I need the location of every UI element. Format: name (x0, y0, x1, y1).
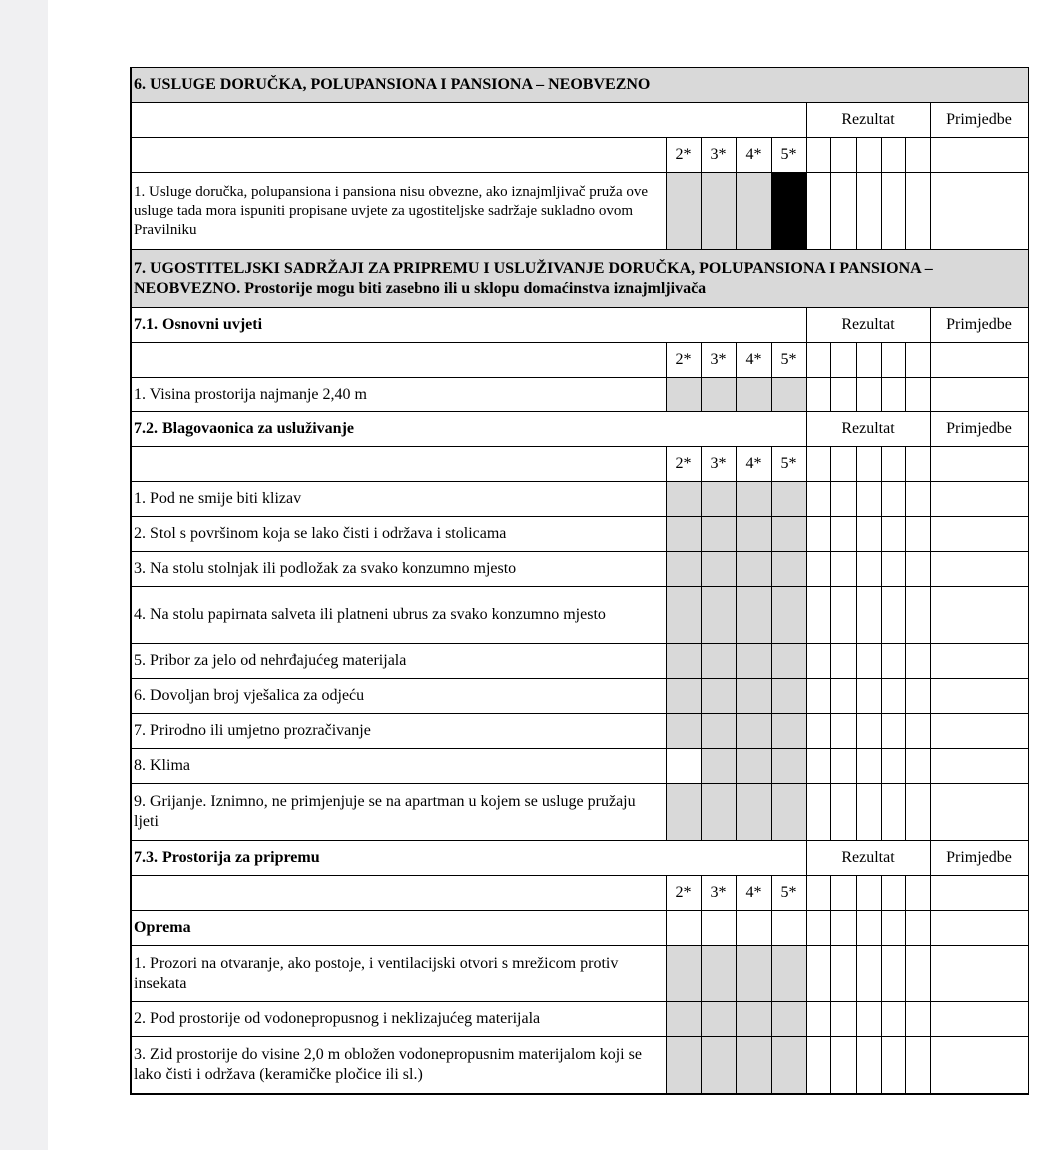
primjedbe-cell[interactable] (930, 378, 1028, 412)
rezultat-cell[interactable] (856, 552, 881, 587)
rezultat-cell[interactable] (856, 587, 881, 644)
subsection-7-1-title: 7.1. Osnovni uvjeti (131, 308, 806, 343)
subsection-7-3-title: 7.3. Prostorija za pripremu (131, 841, 806, 876)
rezultat-cell[interactable] (856, 644, 881, 679)
rezultat-cell[interactable] (806, 138, 830, 173)
subsection-7-3-row (131, 841, 1028, 876)
classification-form-table (130, 67, 1029, 1095)
subsection-7-2-row (131, 412, 1028, 447)
rezultat-cell[interactable] (806, 749, 830, 784)
rezultat-cell[interactable] (830, 946, 856, 1002)
rezultat-cell[interactable] (806, 482, 830, 517)
rezultat-cell[interactable] (856, 1037, 881, 1094)
rezultat-cell[interactable] (830, 343, 856, 378)
rezultat-cell[interactable] (830, 1037, 856, 1094)
table-row (131, 784, 1028, 841)
rezultat-cell[interactable] (856, 876, 881, 911)
primjedbe-cell[interactable] (930, 749, 1028, 784)
rezultat-cell[interactable] (806, 587, 830, 644)
primjedbe-cell[interactable] (930, 911, 1028, 946)
star-5-header: 5* (771, 876, 806, 911)
subsection-7-2-title: 7.2. Blagovaonica za usluživanje (131, 412, 806, 447)
rezultat-cell[interactable] (806, 447, 830, 482)
rezultat-cell[interactable] (905, 482, 930, 517)
star-5-header: 5* (771, 343, 806, 378)
primjedbe-cell[interactable] (930, 138, 1028, 173)
rezultat-cell[interactable] (881, 517, 905, 552)
rezultat-cell[interactable] (881, 911, 905, 946)
star-4-header: 4* (736, 138, 771, 173)
table-row (131, 1002, 1028, 1037)
table-row (131, 482, 1028, 517)
criterion-text: 1. Prozori na otvaranje, ako postoje, i ventilacijski otvori s mrežicom protiv insekata (131, 946, 666, 1002)
rezultat-cell[interactable] (905, 343, 930, 378)
star-2-header: 2* (666, 876, 701, 911)
rezultat-cell[interactable] (881, 876, 905, 911)
rezultat-cell[interactable] (905, 1002, 930, 1037)
rezultat-cell[interactable] (905, 447, 930, 482)
left-margin-bar (0, 0, 48, 1150)
rezultat-cell[interactable] (806, 784, 830, 841)
rezultat-cell[interactable] (856, 517, 881, 552)
criterion-text: 3. Zid prostorije do visine 2,0 m obložen vodonepropusnim materijalom koji se lako čisti i održava (keramičke pločice ili sl.) (131, 1037, 666, 1094)
rezultat-cell[interactable] (856, 343, 881, 378)
rezultat-cell[interactable] (806, 1037, 830, 1094)
rezultat-cell[interactable] (806, 517, 830, 552)
rezultat-cell[interactable] (905, 517, 930, 552)
rezultat-cell[interactable] (806, 911, 830, 946)
rezultat-cell[interactable] (830, 876, 856, 911)
star-5-header: 5* (771, 138, 806, 173)
table-row (131, 517, 1028, 552)
rezultat-header: Rezultat (806, 308, 930, 343)
primjedbe-cell[interactable] (930, 173, 1028, 250)
table-row (131, 587, 1028, 644)
criterion-text: 3. Na stolu stolnjak ili podložak za svako konzumno mjesto (131, 552, 666, 587)
rezultat-cell[interactable] (806, 876, 830, 911)
table-row (131, 552, 1028, 587)
rezultat-cell[interactable] (830, 1002, 856, 1037)
table-row (131, 714, 1028, 749)
rezultat-header: Rezultat (806, 103, 930, 138)
primjedbe-cell[interactable] (930, 714, 1028, 749)
rezultat-cell[interactable] (881, 714, 905, 749)
rezultat-cell[interactable] (881, 749, 905, 784)
rezultat-header: Rezultat (806, 412, 930, 447)
rezultat-cell[interactable] (881, 784, 905, 841)
rezultat-cell[interactable] (881, 378, 905, 412)
rezultat-cell[interactable] (881, 343, 905, 378)
oprema-label: Oprema (131, 911, 666, 946)
rezultat-cell[interactable] (806, 946, 830, 1002)
rezultat-cell[interactable] (806, 173, 830, 250)
star-4-header: 4* (736, 343, 771, 378)
star-header-row (131, 876, 1028, 911)
rezultat-cell[interactable] (830, 517, 856, 552)
table-row (131, 173, 1028, 250)
primjedbe-cell[interactable] (930, 784, 1028, 841)
rezultat-cell[interactable] (905, 749, 930, 784)
section-6-header-row (131, 68, 1028, 103)
rezultat-header: Rezultat (806, 841, 930, 876)
rezultat-cell[interactable] (905, 644, 930, 679)
rezultat-cell[interactable] (830, 138, 856, 173)
rezultat-cell[interactable] (806, 378, 830, 412)
rezultat-cell[interactable] (905, 1037, 930, 1094)
rezultat-cell[interactable] (806, 1002, 830, 1037)
oprema-row (131, 911, 1028, 946)
star-4-header: 4* (736, 447, 771, 482)
primjedbe-cell[interactable] (930, 587, 1028, 644)
rezultat-cell[interactable] (856, 173, 881, 250)
rezultat-cell[interactable] (905, 876, 930, 911)
rezultat-cell[interactable] (830, 552, 856, 587)
rezultat-cell[interactable] (881, 1002, 905, 1037)
primjedbe-cell[interactable] (930, 447, 1028, 482)
rezultat-cell[interactable] (856, 749, 881, 784)
rezultat-cell[interactable] (856, 911, 881, 946)
table-row (131, 1037, 1028, 1094)
table-header-row (131, 103, 1028, 138)
primjedbe-cell[interactable] (930, 946, 1028, 1002)
rezultat-cell[interactable] (830, 587, 856, 644)
table-row (131, 644, 1028, 679)
criterion-text: 1. Pod ne smije biti klizav (131, 482, 666, 517)
criterion-text: 2. Pod prostorije od vodonepropusnog i neklizajućeg materijala (131, 1002, 666, 1037)
rezultat-cell[interactable] (830, 644, 856, 679)
criterion-text: 7. Prirodno ili umjetno prozračivanje (131, 714, 666, 749)
criterion-text: 1. Visina prostorija najmanje 2,40 m (131, 378, 666, 412)
primjedbe-header: Primjedbe (930, 412, 1028, 447)
primjedbe-header: Primjedbe (930, 308, 1028, 343)
table-row (131, 946, 1028, 1002)
criterion-text: 9. Grijanje. Iznimno, ne primjenjuje se na apartman u kojem se usluge pružaju ljeti (131, 784, 666, 841)
rezultat-cell[interactable] (806, 644, 830, 679)
rezultat-cell[interactable] (905, 138, 930, 173)
rezultat-cell[interactable] (881, 173, 905, 250)
primjedbe-cell[interactable] (930, 1002, 1028, 1037)
rezultat-cell[interactable] (905, 378, 930, 412)
rezultat-cell[interactable] (905, 552, 930, 587)
star-3-header: 3* (701, 343, 736, 378)
rezultat-cell[interactable] (881, 587, 905, 644)
star-header-row (131, 447, 1028, 482)
subsection-7-1-row (131, 308, 1028, 343)
rezultat-cell[interactable] (830, 784, 856, 841)
rezultat-cell[interactable] (905, 911, 930, 946)
primjedbe-header: Primjedbe (930, 841, 1028, 876)
rezultat-cell[interactable] (856, 1002, 881, 1037)
primjedbe-header: Primjedbe (930, 103, 1028, 138)
star-2-header: 2* (666, 138, 701, 173)
rezultat-cell[interactable] (830, 911, 856, 946)
rezultat-cell[interactable] (856, 714, 881, 749)
star-2-header: 2* (666, 343, 701, 378)
star-2-header: 2* (666, 447, 701, 482)
rezultat-cell[interactable] (905, 679, 930, 714)
criterion-text: 8. Klima (131, 749, 666, 784)
rezultat-cell[interactable] (856, 784, 881, 841)
rezultat-cell[interactable] (881, 679, 905, 714)
rezultat-cell[interactable] (830, 679, 856, 714)
rezultat-cell[interactable] (830, 447, 856, 482)
section-7-title: 7. UGOSTITELJSKI SADRŽAJI ZA PRIPREMU I USLUŽIVANJE DORUČKA, POLUPANSIONA I PANSIONA – NEOBVEZNO. Prostorije mogu biti zasebno ili u sklopu domaćinstva iznajmljivača (131, 250, 1028, 308)
star-header-row (131, 343, 1028, 378)
rezultat-cell[interactable] (830, 173, 856, 250)
star-5-header: 5* (771, 447, 806, 482)
primjedbe-cell[interactable] (930, 482, 1028, 517)
rezultat-cell[interactable] (856, 138, 881, 173)
rezultat-cell[interactable] (856, 482, 881, 517)
rezultat-cell[interactable] (806, 679, 830, 714)
rezultat-cell[interactable] (905, 173, 930, 250)
criterion-text: 2. Stol s površinom koja se lako čisti i održava i stolicama (131, 517, 666, 552)
rezultat-cell[interactable] (856, 679, 881, 714)
criterion-text: 6. Dovoljan broj vješalica za odjeću (131, 679, 666, 714)
rezultat-cell[interactable] (905, 587, 930, 644)
criterion-text: 1. Usluge doručka, polupansiona i pansiona nisu obvezne, ako iznajmljivač pruža ove usluge tada mora ispuniti propisane uvjete za ugostiteljske sadržaje sukladno ovom Pravilniku (131, 173, 666, 250)
rezultat-cell[interactable] (830, 482, 856, 517)
rezultat-cell[interactable] (881, 552, 905, 587)
rezultat-cell[interactable] (806, 343, 830, 378)
rezultat-cell[interactable] (905, 946, 930, 1002)
rezultat-cell[interactable] (905, 784, 930, 841)
primjedbe-cell[interactable] (930, 1037, 1028, 1094)
section-6-title: 6. USLUGE DORUČKA, POLUPANSIONA I PANSIONA – NEOBVEZNO (131, 68, 1028, 103)
table-row (131, 679, 1028, 714)
star-3-header: 3* (701, 138, 736, 173)
table-row (131, 378, 1028, 412)
rezultat-cell[interactable] (881, 1037, 905, 1094)
rezultat-cell[interactable] (856, 378, 881, 412)
table-row (131, 749, 1028, 784)
rezultat-cell[interactable] (905, 714, 930, 749)
rezultat-cell[interactable] (856, 946, 881, 1002)
black-marked-cell (771, 173, 806, 250)
rezultat-cell[interactable] (881, 644, 905, 679)
rezultat-cell[interactable] (881, 138, 905, 173)
primjedbe-cell[interactable] (930, 517, 1028, 552)
star-3-header: 3* (701, 876, 736, 911)
primjedbe-cell[interactable] (930, 552, 1028, 587)
rezultat-cell[interactable] (881, 946, 905, 1002)
star-header-row (131, 138, 1028, 173)
criterion-text: 5. Pribor za jelo od nehrđajućeg materijala (131, 644, 666, 679)
rezultat-cell[interactable] (806, 714, 830, 749)
rezultat-cell[interactable] (881, 482, 905, 517)
primjedbe-cell[interactable] (930, 343, 1028, 378)
rezultat-cell[interactable] (830, 378, 856, 412)
rezultat-cell[interactable] (830, 714, 856, 749)
primjedbe-cell[interactable] (930, 644, 1028, 679)
rezultat-cell[interactable] (881, 447, 905, 482)
criterion-text: 4. Na stolu papirnata salveta ili platneni ubrus za svako konzumno mjesto (131, 587, 666, 644)
section-7-header-row (131, 250, 1028, 308)
rezultat-cell[interactable] (856, 447, 881, 482)
star-4-header: 4* (736, 876, 771, 911)
rezultat-cell[interactable] (830, 749, 856, 784)
primjedbe-cell[interactable] (930, 876, 1028, 911)
star-3-header: 3* (701, 447, 736, 482)
primjedbe-cell[interactable] (930, 679, 1028, 714)
rezultat-cell[interactable] (806, 552, 830, 587)
